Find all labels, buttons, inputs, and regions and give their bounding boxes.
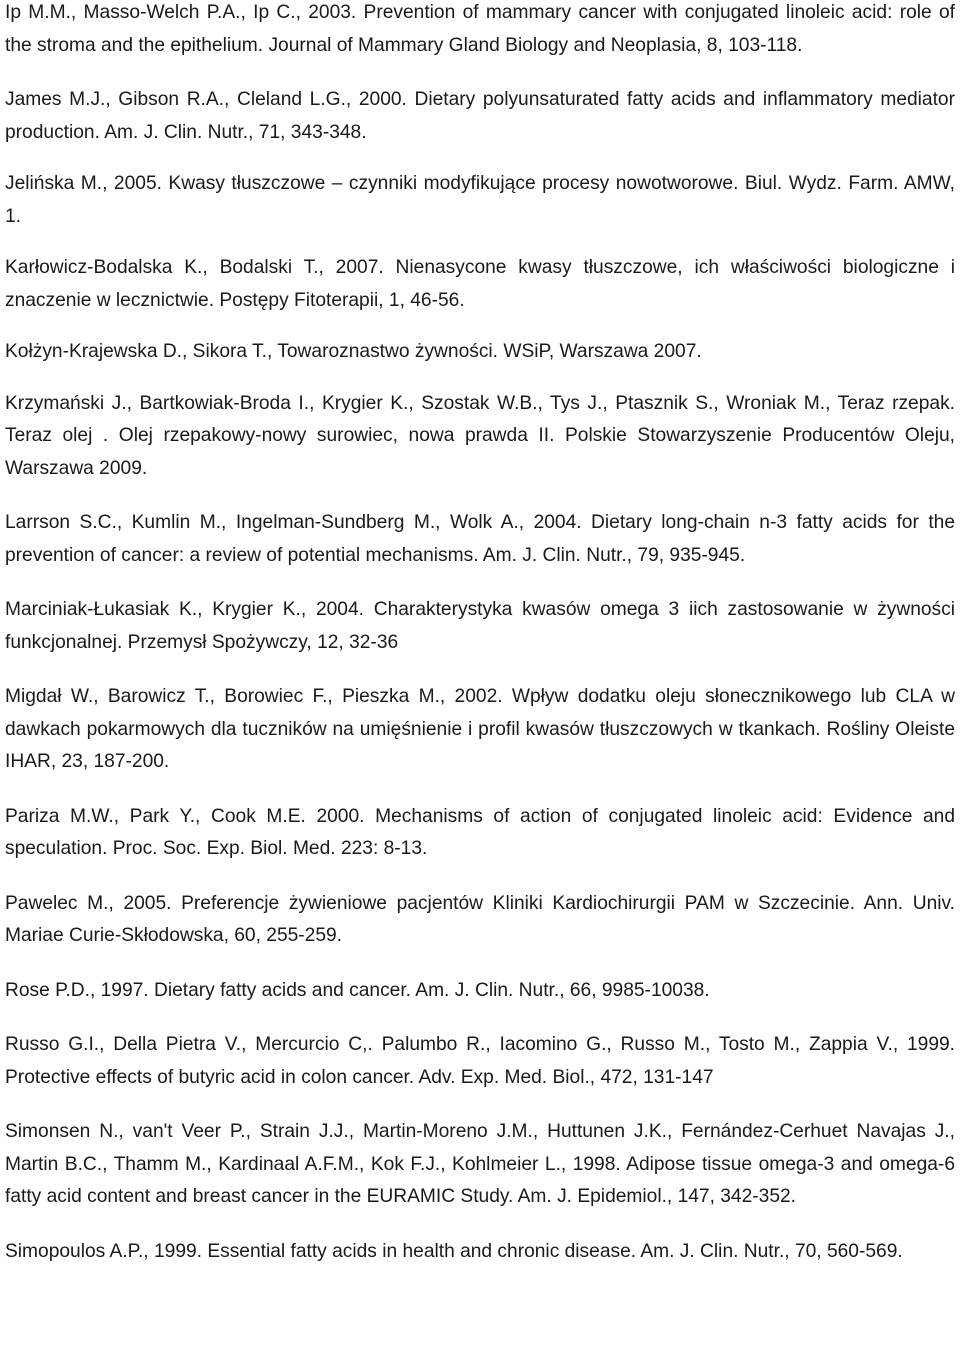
reference-jelinska-2005: Jelińska M., 2005. Kwasy tłuszczowe – czynniki modyfikujące procesy nowotworowe. Biul. Wydz. Farm. AMW, 1. [5, 173, 955, 227]
reference-kolzyn-krajewska-2007: Kołżyn-Krajewska D., Sikora T., Towaroznastwo żywności. WSiP, Warszawa 2007. [5, 341, 702, 362]
reference-james-2000: James M.J., Gibson R.A., Cleland L.G., 2000. Dietary polyunsaturated fatty acids and inflammatory mediator production. Am. J. Clin. Nutr., 71, 343-348. [5, 89, 955, 143]
reference-simonsen-1998: Simonsen N., van't Veer P., Strain J.J., Martin-Moreno J.M., Huttunen J.K., Fernández-Cerhuet Navajas J., Martin B.C., Thamm M., Kardinaal A.F.M., Kok F.J., Kohlmeier L., 1998. Adipose tissue omega-3 and omega-6 fatty acid content and breast cancer in the EURAMIC Study. Am. J. Epidemiol., 147, 342-352. [5, 1121, 955, 1207]
reference-ip-2003: Ip M.M., Masso-Welch P.A., Ip C., 2003. Prevention of mammary cancer with conjugated linoleic acid: role of the stroma and the epithelium. Journal of Mammary Gland Biology and Neoplasia, 8, 103-118. [5, 2, 955, 56]
reference-list [5, 0, 955, 1268]
reference-russo-1999: Russo G.I., Della Pietra V., Mercurcio C,. Palumbo R., Iacomino G., Russo M., Tosto M., Zappia V., 1999. Protective effects of butyric acid in colon cancer. Adv. Exp. Med. Biol., 472, 131-147 [5, 1034, 955, 1088]
reference-rose-1997: Rose P.D., 1997. Dietary fatty acids and cancer. Am. J. Clin. Nutr., 66, 9985-10038. [5, 979, 710, 1001]
reference-krzymanski-2009: Krzymański J., Bartkowiak-Broda I., Krygier K., Szostak W.B., Tys J., Ptasznik S., Wroniak M., Teraz rzepak. Teraz olej . Olej rzepakowy-nowy surowiec, nowa prawda II. Polskie Stowarzyszenie Producentów Oleju, Warszawa 2009. [5, 392, 955, 479]
reference-simopoulos-1999: Simopoulos A.P., 1999. Essential fatty acids in health and chronic disease. Am. J. Clin. Nutr., 70, 560-569. [5, 1240, 903, 1262]
reference-marciniak-lukasiak-2004: Marciniak-Łukasiak K., Krygier K., 2004. Charakterystyka kwasów omega 3 iich zastosowanie w żywności funkcjonalnej. Przemysł Spożywczy, 12, 32-36 [5, 599, 955, 653]
reference-larrson-2004: Larrson S.C., Kumlin M., Ingelman-Sundberg M., Wolk A., 2004. Dietary long-chain n-3 fatty acids for the prevention of cancer: a review of potential mechanisms. Am. J. Clin. Nutr., 79, 935-945. [5, 512, 955, 566]
reference-pawelec-2005: Pawelec M., 2005. Preferencje żywieniowe pacjentów Kliniki Kardiochirurgii PAM w Szczecinie. Ann. Univ. Mariae Curie-Skłodowska, 60, 255-259. [5, 892, 955, 946]
reference-karlowicz-bodalska-2007: Karłowicz-Bodalska K., Bodalski T., 2007. Nienasycone kwasy tłuszczowe, ich właściwości biologiczne i znaczenie w lecznictwie. Postępy Fitoterapii, 1, 46-56. [5, 257, 955, 311]
reference-migdal-2002: Migdał W., Barowicz T., Borowiec F., Pieszka M., 2002. Wpływ dodatku oleju słonecznikowego lub CLA w dawkach pokarmowych dla tuczników na umięśnienie i profil kwasów tłuszczowych w tkankach. Rośliny Oleiste IHAR, 23, 187-200. [5, 686, 955, 772]
reference-pariza-2000: Pariza M.W., Park Y., Cook M.E. 2000. Mechanisms of action of conjugated linoleic acid: Evidence and speculation. Proc. Soc. Exp. Biol. Med. 223: 8-13. [5, 805, 955, 859]
